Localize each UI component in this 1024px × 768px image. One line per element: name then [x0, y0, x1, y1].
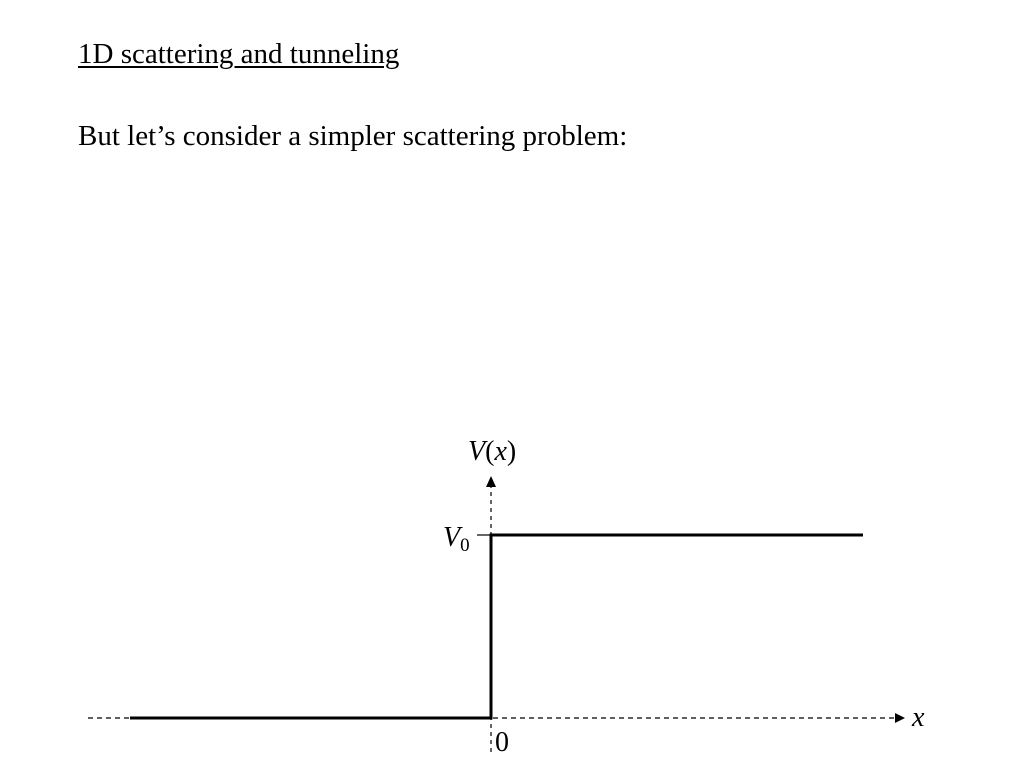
step-potential-curve: [130, 535, 863, 718]
origin-label: 0: [495, 727, 509, 758]
x-axis-arrowhead: [895, 713, 905, 723]
y-axis-label: V(x): [468, 436, 517, 467]
slide-title: 1D scattering and tunneling: [78, 38, 400, 70]
v0-label: V0: [443, 522, 470, 556]
slide-body-text: But let’s consider a simpler scattering problem:: [78, 120, 628, 152]
x-axis-label: x: [912, 702, 925, 733]
y-axis-arrowhead: [486, 476, 496, 487]
